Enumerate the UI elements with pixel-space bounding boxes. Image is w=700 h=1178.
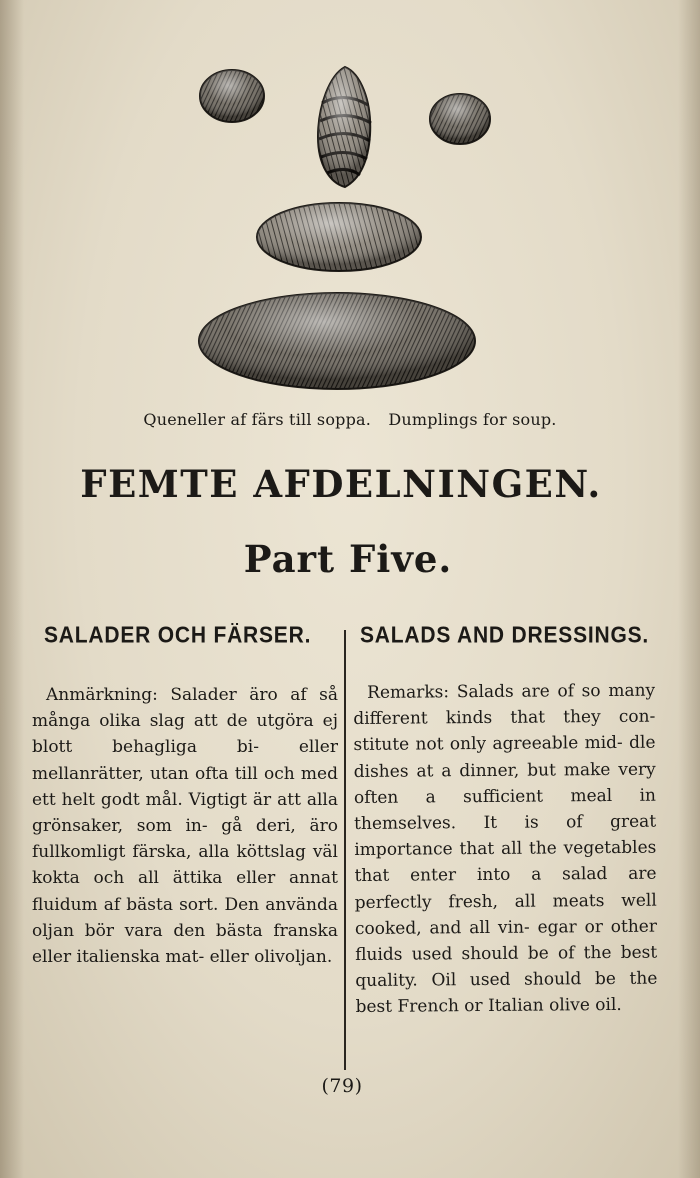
left-column-text bbox=[32, 682, 338, 970]
spiral-dumpling-center bbox=[318, 67, 371, 187]
medium-dumpling bbox=[257, 203, 421, 271]
page-number: (79) bbox=[321, 1075, 363, 1097]
illustration-caption bbox=[0, 410, 700, 429]
section-title: FEMTE AFDELNINGEN. bbox=[80, 462, 602, 506]
part-title: Part Five. bbox=[243, 537, 453, 581]
left-column-body: Anmärkning: Salader äro af så många olika slag att de utgöra ej blott behagliga bi- eller mellanrätter, utan ofta till och med ett helt godt mål. Vigtigt är att alla grönsaker, som in- gå deri, äro fullkomligt färska, alla köttslag väl kokta och all ättika eller annat fluidum af bästa sort. Den använda oljan bör vara den bästa franska eller italienska mat- eller olivoljan. bbox=[32, 685, 338, 968]
caption-swedish: Queneller af färs till soppa. bbox=[143, 410, 372, 429]
right-column-text bbox=[353, 678, 658, 1021]
right-column-body: Remarks: Salads are of so many different kinds that they con- stitute not only agreeable mid- dle dishes at a dinner, but make very often a sufficient meal in themselves. It is of great importance that all the vegetables that enter into a salad are perfectly fresh, all meats well cooked, and all vin- egar or other fluids used should be of the best quality. Oil used should be the best French or Italian olive oil. bbox=[353, 680, 658, 1018]
large-dumpling bbox=[199, 293, 475, 389]
column-divider bbox=[344, 630, 346, 1070]
small-dumpling-right bbox=[430, 94, 490, 144]
small-dumpling-left bbox=[200, 70, 264, 122]
caption-english: Dumplings for soup. bbox=[388, 410, 557, 429]
right-column-heading: SALADS AND DRESSINGS. bbox=[360, 623, 650, 648]
left-column-heading: SALADER OCH FÄRSER. bbox=[44, 623, 312, 648]
dumplings-illustration bbox=[190, 55, 500, 410]
